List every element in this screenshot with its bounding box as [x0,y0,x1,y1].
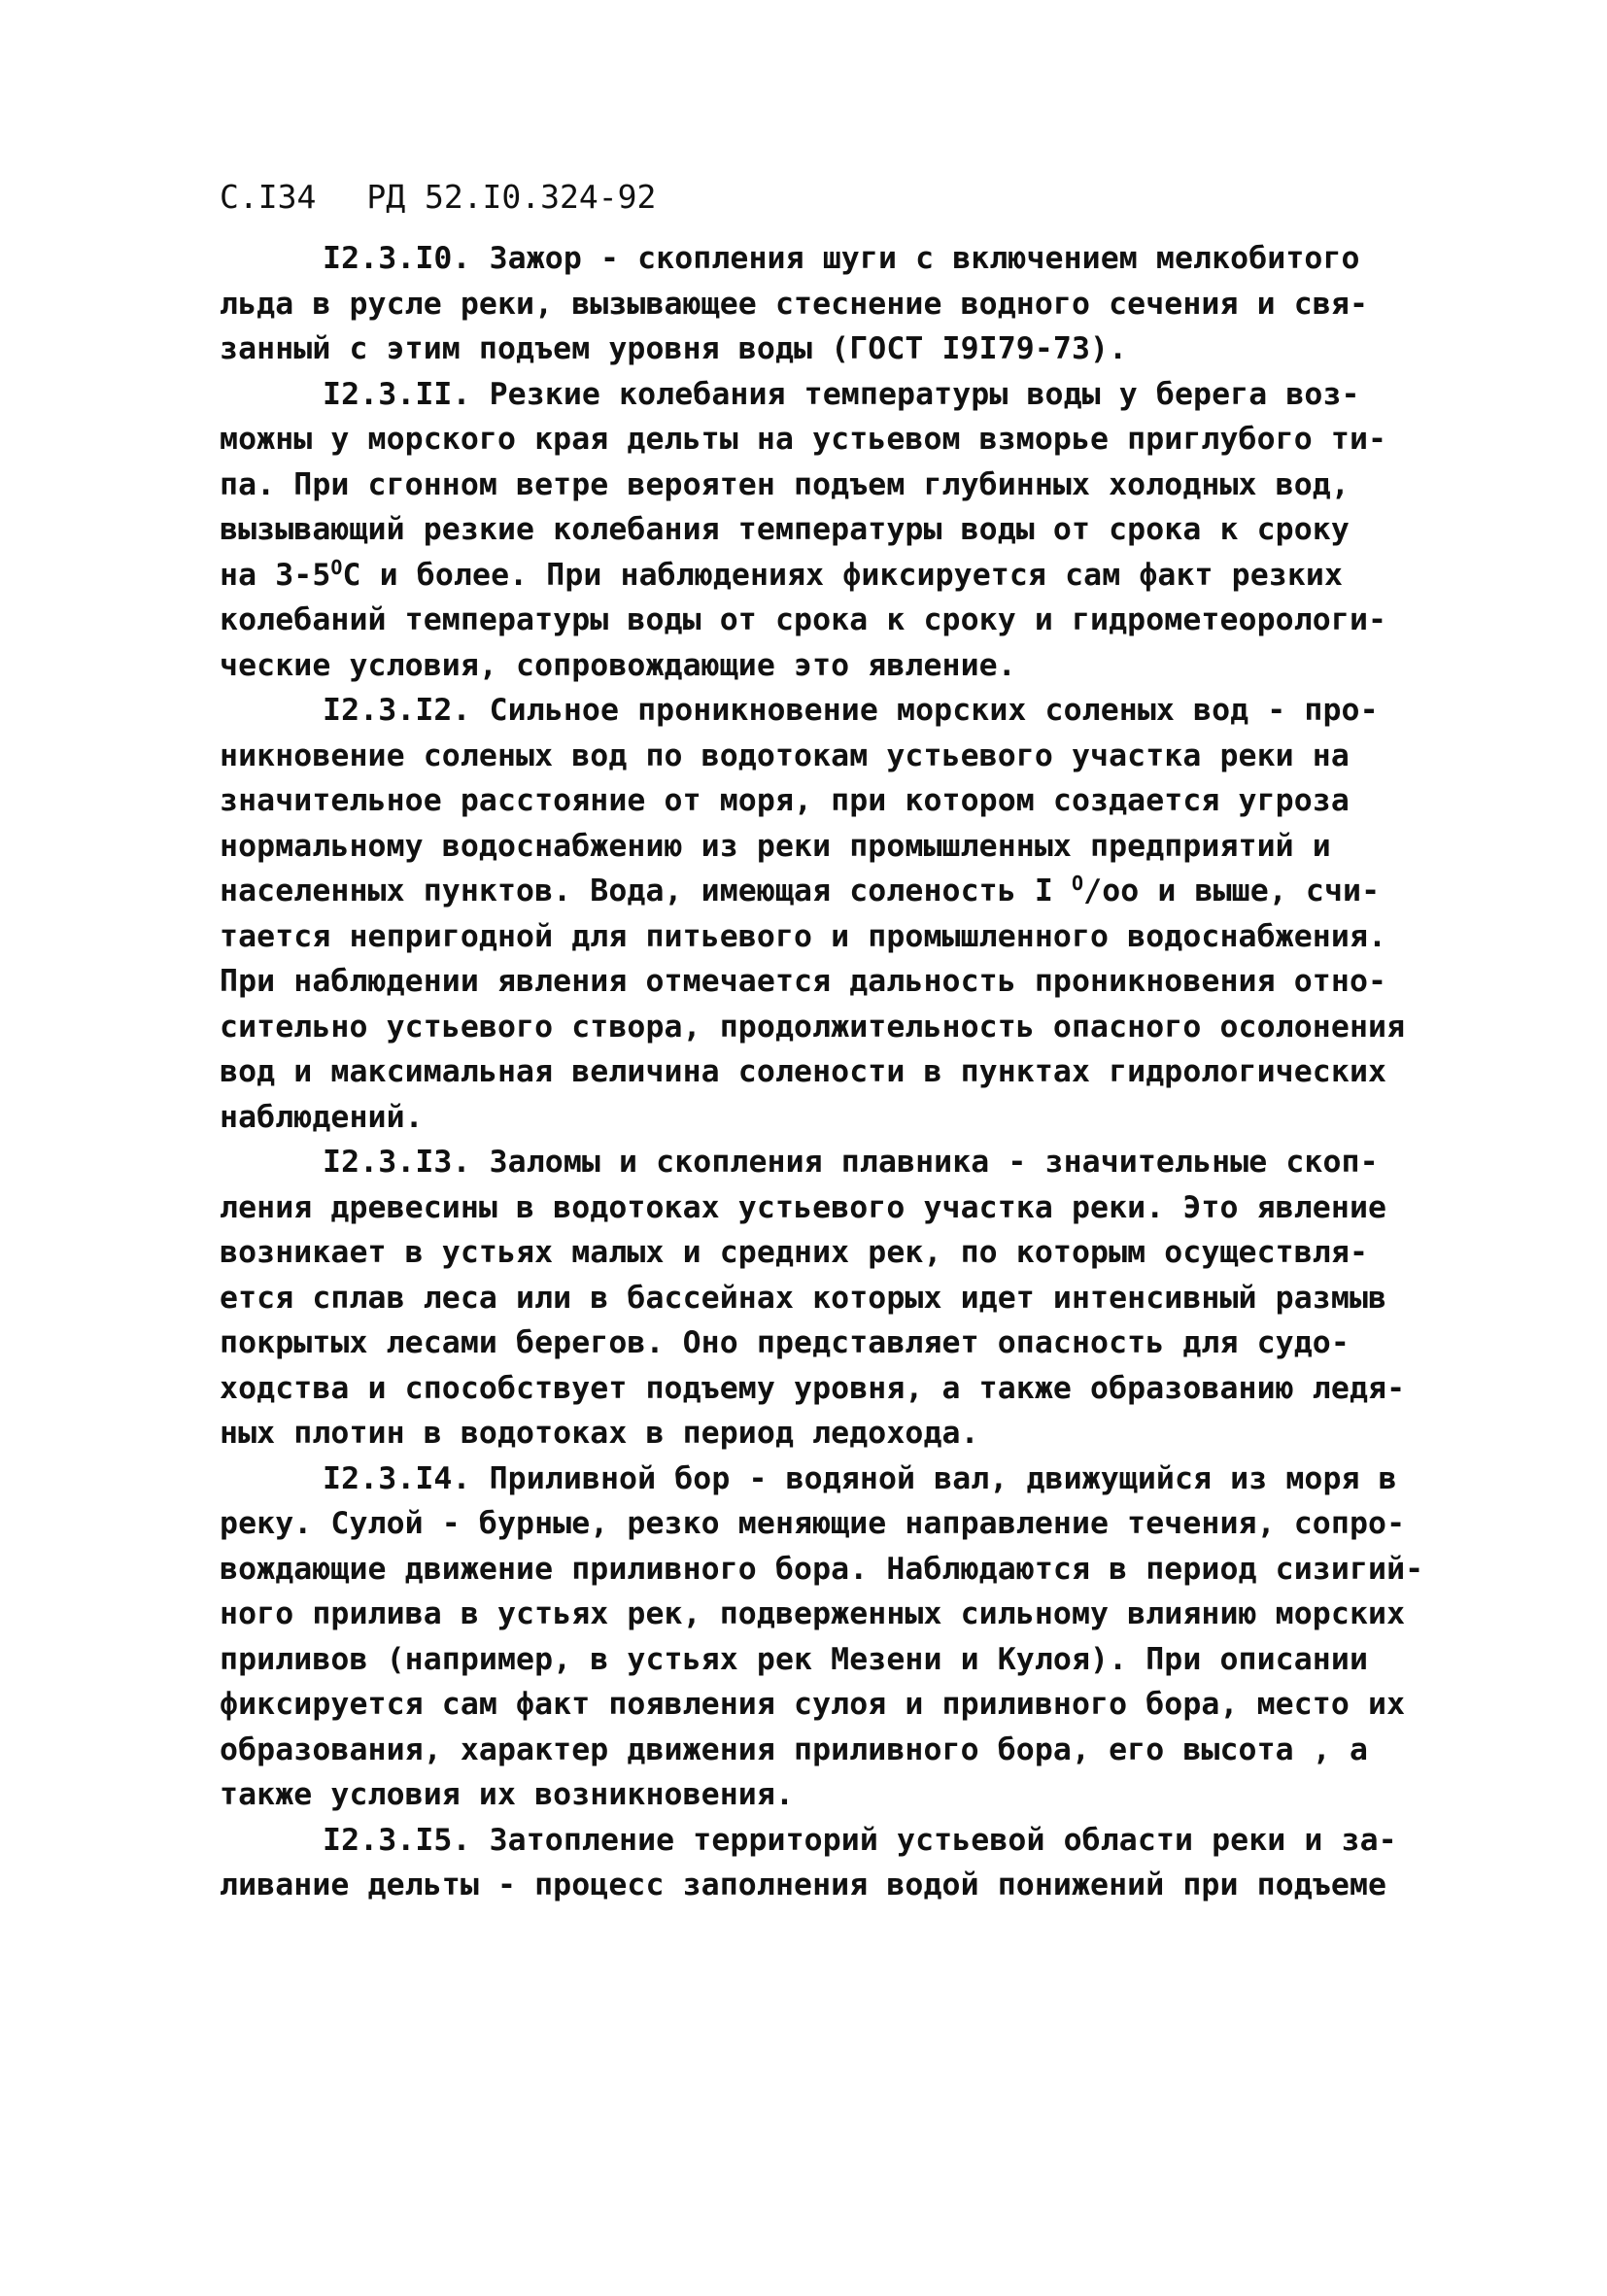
text-line: I2.3.I2. Сильное проникновение морских соленых вод - про- [323,693,1379,728]
text-line-salinity [220,869,1434,914]
paragraph-12-3-14 [220,1456,1434,1818]
paragraph-12-3-10 [220,236,1434,372]
text-line: вождающие движение приливного бора. Наблюдаются в период сизигий- [220,1551,1424,1587]
text-line: приливов (например, в устьях рек Мезени и Кулоя). При описании [220,1641,1369,1677]
salinity-text-before: населенных пунктов. Вода, имеющая соленость I [220,874,1072,908]
text-line: нормальному водоснабжению из реки промышленных предприятий и [220,828,1331,864]
text-line: значительное расстояние от моря, при котором создается угроза [220,783,1350,818]
text-line: фиксируется сам факт появления сулоя и приливного бора, место их [220,1687,1406,1722]
salinity-text-after: /oo и выше, счи- [1083,874,1381,908]
text-line: I2.3.I0. Зажор - скопления шуги с включением мелкобитого [323,241,1360,276]
text-line: При наблюдении явления отмечается дальность проникновения отно- [220,964,1387,999]
text-line: ления древесины в водотоках устьевого участка реки. Это явление [220,1189,1387,1225]
document-body [220,236,1434,1908]
text-line: I2.3.I5. Затопление территорий устьевой области реки и за- [323,1822,1397,1858]
paragraph-12-3-11 [220,372,1434,689]
permille-superscript: O [1071,872,1084,895]
text-line: па. При сгонном ветре вероятен подъем глубинных холодных вод, [220,466,1350,502]
text-line-temperature [220,553,1434,599]
page-header [220,175,656,220]
text-line: никновение соленых вод по водотокам устьевого участка реки на [220,737,1350,773]
text-line: образования, характер движения приливного бора, его высота , а [220,1731,1369,1767]
text-line: I2.3.I4. Приливной бор - водяной вал, движущийся из моря в [323,1460,1397,1496]
text-line: ется сплав леса или в бассейнах которых идет интенсивный размыв [220,1280,1387,1316]
document-code: РД 52.I0.324-92 [366,178,657,216]
text-line: можны у морского края дельты на устьевом взморье приглубого ти- [220,422,1387,457]
temp-text-after: С и более. При наблюдениях фиксируется сам факт резких [342,557,1344,593]
text-line: также условия их возникновения. [220,1777,795,1812]
text-line: льда в русле реки, вызывающее стеснение водного сечения и свя- [220,286,1369,322]
text-line: колебаний температуры воды от срока к сроку и гидрометеорологи- [220,602,1387,637]
text-line: тается непригодной для питьевого и промышленного водоснабжения. [220,918,1387,954]
temp-text-before: на 3-5 [220,557,331,593]
paragraph-12-3-15 [220,1818,1434,1908]
paragraph-12-3-12 [220,688,1434,1140]
degree-superscript: O [330,555,343,579]
page-number: С.I34 [220,178,317,216]
text-line: ческие условия, сопровождающие это явление. [220,647,1016,683]
text-line: I2.3.I3. Заломы и скопления плавника - значительные скоп- [323,1145,1379,1180]
text-line: вызывающий резкие колебания температуры воды от срока к сроку [220,512,1350,547]
text-line: занный с этим подъем уровня воды (ГОСТ I9I79-73). [220,331,1128,366]
text-line: возникает в устьях малых и средних рек, по которым осуществля- [220,1235,1369,1270]
text-line: ливание дельты - процесс заполнения водой понижений при подъеме [220,1868,1387,1902]
text-line: покрытых лесами берегов. Оно представляет опасность для судо- [220,1325,1350,1360]
paragraph-12-3-13 [220,1140,1434,1456]
text-line: ного прилива в устьях рек, подверженных сильному влиянию морских [220,1596,1406,1631]
text-line: ных плотин в водотоках в период ледохода. [220,1416,979,1451]
text-line: вод и максимальная величина солености в пунктах гидрологических [220,1054,1387,1089]
text-line: наблюдений. [220,1099,424,1135]
text-line: сительно устьевого створа, продолжительность опасного осолонения [220,1009,1406,1045]
text-line: ходства и способствует подъему уровня, а также образованию ледя- [220,1370,1406,1406]
text-line: реку. Сулой - бурные, резко меняющие направление течения, сопро- [220,1506,1406,1541]
text-line: I2.3.II. Резкие колебания температуры воды у берега воз- [323,376,1360,412]
